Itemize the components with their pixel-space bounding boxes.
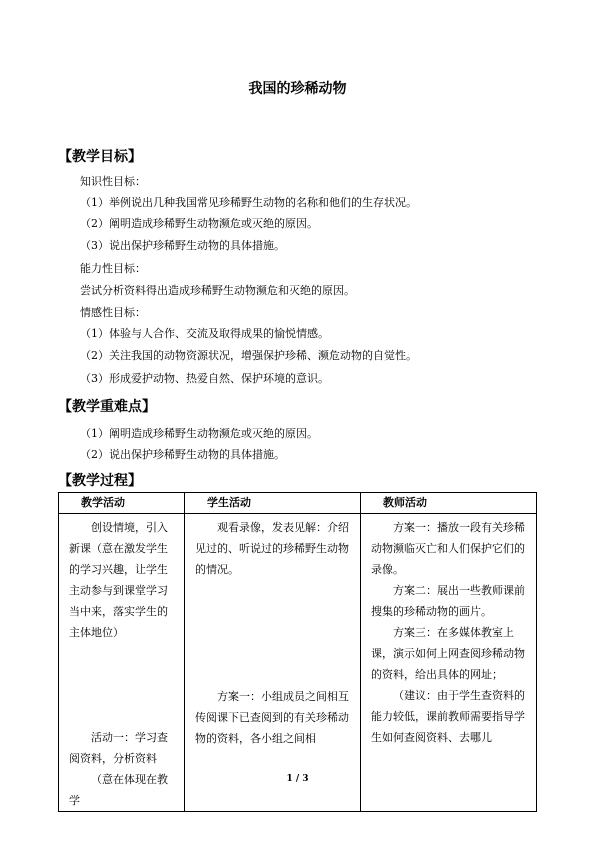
table-row (59, 514, 537, 812)
goals-heading: 【教学目标】 (58, 149, 142, 165)
teaching-activity-cell (59, 514, 185, 812)
cell-paragraph: 方案二：展出一些教师课前搜集的珍稀动物的画片。 (371, 584, 525, 618)
knowledge-item: （2）阐明造成珍稀野生动物濒危或灭绝的原因。 (80, 217, 318, 230)
student-activity-cell (185, 514, 361, 812)
header-student-activity: 学生活动 (185, 493, 361, 514)
teacher-activity-cell (361, 514, 537, 812)
key-point-item: （2）说出保护珍稀野生动物的具体措施。 (80, 448, 285, 461)
knowledge-item: （1）举例说出几种我国常见珍稀野生动物的名称和他们的生存状况。 (80, 196, 417, 209)
emotion-item: （2）关注我国的动物资源状况，增强保护珍稀、濒危动物的自觉性。 (80, 349, 417, 362)
emotion-item: （3）形成爱护动物、热爱自然、保护环境的意识。 (80, 372, 329, 385)
header-teaching-activity: 教学活动 (59, 493, 185, 514)
key-point-item: （1）阐明造成珍稀野生动物濒危或灭绝的原因。 (80, 427, 318, 440)
ability-text: 尝试分析资料得出造成珍稀野生动物濒危和灭绝的原因。 (80, 284, 355, 297)
emotion-label: 情感性目标： (80, 306, 146, 319)
cell-paragraph: 观看录像，发表见解：介绍见过的、听说过的珍稀野生动物的情况。 (195, 521, 349, 576)
cell-paragraph: （建议：由于学生查资料的能力较低，课前教师需要指导学生如何查阅资料、去哪儿 (371, 689, 525, 744)
process-heading: 【教学过程】 (58, 473, 142, 489)
page-title: 我国的珍稀动物 (248, 81, 347, 97)
ability-label: 能力性目标： (80, 262, 146, 275)
cell-paragraph: 方案一：播放一段有关珍稀动物濒临灭亡和人们保护它们的录像。 (371, 521, 525, 576)
cell-paragraph: 创设情境，引入新课（意在激发学生的学习兴趣，让学生主动参与到课堂学习当中来，落实学生的主体地位） (69, 521, 168, 639)
table-header-row (59, 493, 537, 514)
cell-paragraph: 方案三：在多媒体教室上课，演示如何上网查阅珍稀动物的资料，给出具体的网址； (371, 626, 525, 681)
teaching-process-table (58, 492, 537, 812)
page-number: 1 / 3 (286, 774, 309, 784)
knowledge-label: 知识性目标： (80, 175, 146, 188)
cell-paragraph: 活动一：学习查阅资料，分析资料 (69, 731, 168, 765)
header-teacher-activity: 教师活动 (361, 493, 537, 514)
cell-paragraph: （意在体现在教学 (69, 773, 168, 807)
cell-paragraph: 方案一：小组成员之间相互传阅课下已查阅到的有关珍稀动物的资料，各小组之间相 (195, 690, 349, 745)
key-points-heading: 【教学重难点】 (58, 399, 156, 415)
knowledge-item: （3）说出保护珍稀野生动物的具体措施。 (80, 239, 285, 252)
emotion-item: （1）体验与人合作、交流及取得成果的愉悦情感。 (80, 327, 329, 340)
